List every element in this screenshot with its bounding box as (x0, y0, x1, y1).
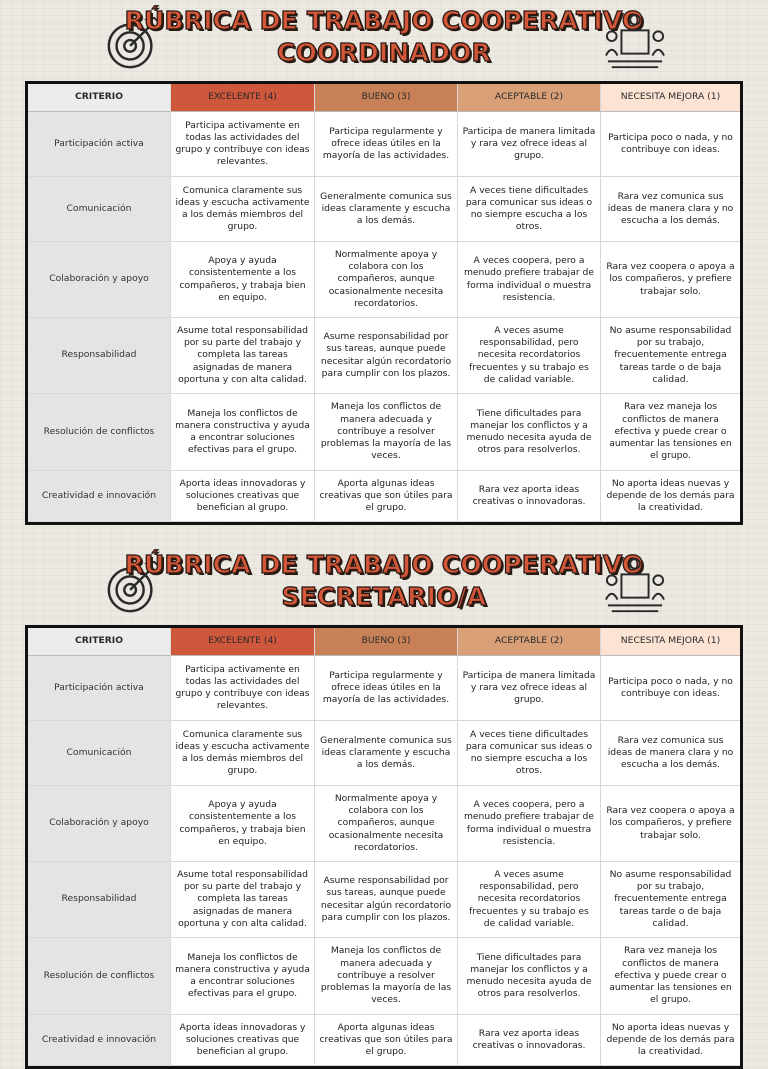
table-row (28, 656, 740, 721)
aceptable-cell: A veces asume responsabilidad, pero necesita recordatorios frecuentes y su trabajo es de calidad variable. (458, 862, 601, 938)
header-necesita-mejora: NECESITA MEJORA (1) (601, 84, 740, 112)
aceptable-cell: A veces asume responsabilidad, pero necesita recordatorios frecuentes y su trabajo es de calidad variable. (458, 318, 601, 394)
criterion-cell: Participación activa (28, 656, 171, 721)
bueno-cell: Normalmente apoya y colabora con los compañeros, aunque ocasionalmente necesita recordatorios. (315, 786, 458, 862)
necesita-mejora-cell: No aporta ideas nuevas y depende de los demás para la creatividad. (601, 1015, 740, 1066)
header-bueno: BUENO (3) (315, 628, 458, 656)
necesita-mejora-cell: Rara vez comunica sus ideas de manera clara y no escucha a los demás. (601, 177, 740, 242)
necesita-mejora-cell: No asume responsabilidad por su trabajo, frecuentemente entrega tareas tarde o de baja calidad. (601, 862, 740, 938)
rubric-table (25, 625, 743, 1069)
title-line-1: RÚBRICA DE TRABAJO COOPERATIVO (124, 6, 644, 35)
criterion-cell: Resolución de conflictos (28, 938, 171, 1015)
table-header-row (28, 628, 740, 656)
excelente-cell: Apoya y ayuda consistentemente a los compañeros, y trabaja bien en equipo. (171, 242, 315, 318)
bueno-cell: Asume responsabilidad por sus tareas, aunque puede necesitar algún recordatorio para cumplir con los plazos. (315, 318, 458, 394)
excelente-cell: Comunica claramente sus ideas y escucha activamente a los demás miembros del grupo. (171, 721, 315, 786)
team-meeting-icon (604, 12, 666, 72)
aceptable-cell: A veces tiene dificultades para comunicar sus ideas o no siempre escucha a los otros. (458, 177, 601, 242)
criterion-cell: Comunicación (28, 177, 171, 242)
table-row (28, 1015, 740, 1066)
excelente-cell: Apoya y ayuda consistentemente a los compañeros, y trabaja bien en equipo. (171, 786, 315, 862)
bueno-cell: Generalmente comunica sus ideas claramente y escucha a los demás. (315, 721, 458, 786)
title-line-2: SECRETARIO/A (281, 582, 487, 611)
necesita-mejora-cell: Rara vez coopera o apoya a los compañeros, y prefiere trabajar solo. (601, 242, 740, 318)
bueno-cell: Aporta algunas ideas creativas que son útiles para el grupo. (315, 471, 458, 522)
bueno-cell: Aporta algunas ideas creativas que son útiles para el grupo. (315, 1015, 458, 1066)
criterion-cell: Colaboración y apoyo (28, 242, 171, 318)
excelente-cell: Aporta ideas innovadoras y soluciones creativas que benefician al grupo. (171, 471, 315, 522)
criterion-cell: Creatividad e innovación (28, 471, 171, 522)
necesita-mejora-cell: Participa poco o nada, y no contribuye con ideas. (601, 656, 740, 721)
aceptable-cell: A veces coopera, pero a menudo prefiere trabajar de forma individual o muestra resistencia. (458, 786, 601, 862)
necesita-mejora-cell: Rara vez coopera o apoya a los compañeros, y prefiere trabajar solo. (601, 786, 740, 862)
bueno-cell: Participa regularmente y ofrece ideas útiles en la mayoría de las actividades. (315, 656, 458, 721)
aceptable-cell: Tiene dificultades para manejar los conflictos y a menudo necesita ayuda de otros para resolverlos. (458, 394, 601, 471)
necesita-mejora-cell: Rara vez maneja los conflictos de manera efectiva y puede crear o aumentar las tensiones en el grupo. (601, 394, 740, 471)
header-aceptable: ACEPTABLE (2) (458, 628, 601, 656)
table-row (28, 862, 740, 938)
excelente-cell: Comunica claramente sus ideas y escucha activamente a los demás miembros del grupo. (171, 177, 315, 242)
necesita-mejora-cell: No asume responsabilidad por su trabajo, frecuentemente entrega tareas tarde o de baja calidad. (601, 318, 740, 394)
criterion-cell: Creatividad e innovación (28, 1015, 171, 1066)
criterion-cell: Responsabilidad (28, 862, 171, 938)
table-row (28, 394, 740, 471)
bueno-cell: Generalmente comunica sus ideas claramente y escucha a los demás. (315, 177, 458, 242)
table-row (28, 318, 740, 394)
aceptable-cell: Tiene dificultades para manejar los conflictos y a menudo necesita ayuda de otros para resolverlos. (458, 938, 601, 1015)
excelente-cell: Participa activamente en todas las actividades del grupo y contribuye con ideas relevantes. (171, 112, 315, 177)
necesita-mejora-cell: Rara vez comunica sus ideas de manera clara y no escucha a los demás. (601, 721, 740, 786)
bueno-cell: Normalmente apoya y colabora con los compañeros, aunque ocasionalmente necesita recordatorios. (315, 242, 458, 318)
table-header-row (28, 84, 740, 112)
table-row (28, 242, 740, 318)
header-necesita-mejora: NECESITA MEJORA (1) (601, 628, 740, 656)
table-row (28, 177, 740, 242)
bueno-cell: Asume responsabilidad por sus tareas, aunque puede necesitar algún recordatorio para cumplir con los plazos. (315, 862, 458, 938)
excelente-cell: Maneja los conflictos de manera constructiva y ayuda a encontrar soluciones efectivas para el grupo. (171, 938, 315, 1015)
aceptable-cell: Participa de manera limitada y rara vez ofrece ideas al grupo. (458, 112, 601, 177)
aceptable-cell: A veces tiene dificultades para comunicar sus ideas o no siempre escucha a los otros. (458, 721, 601, 786)
necesita-mejora-cell: Participa poco o nada, y no contribuye con ideas. (601, 112, 740, 177)
criterion-cell: Resolución de conflictos (28, 394, 171, 471)
rubric-section-secretario (0, 544, 768, 1058)
title-line-1: RÚBRICA DE TRABAJO COOPERATIVO (124, 550, 644, 579)
excelente-cell: Maneja los conflictos de manera constructiva y ayuda a encontrar soluciones efectivas para el grupo. (171, 394, 315, 471)
title-line-2: COORDINADOR (277, 38, 491, 67)
criterion-cell: Colaboración y apoyo (28, 786, 171, 862)
bueno-cell: Maneja los conflictos de manera adecuada y contribuye a resolver problemas la mayoría de las veces. (315, 394, 458, 471)
excelente-cell: Asume total responsabilidad por su parte del trabajo y completa las tareas asignadas de manera oportuna y con alta calidad. (171, 318, 315, 394)
header-aceptable: ACEPTABLE (2) (458, 84, 601, 112)
bueno-cell: Participa regularmente y ofrece ideas útiles en la mayoría de las actividades. (315, 112, 458, 177)
header-excelente: EXCELENTE (4) (171, 628, 315, 656)
table-row (28, 471, 740, 522)
aceptable-cell: Rara vez aporta ideas creativas o innovadoras. (458, 1015, 601, 1066)
bueno-cell: Maneja los conflictos de manera adecuada y contribuye a resolver problemas la mayoría de las veces. (315, 938, 458, 1015)
criterion-cell: Responsabilidad (28, 318, 171, 394)
header-excelente: EXCELENTE (4) (171, 84, 315, 112)
section-header (0, 0, 768, 80)
criterion-cell: Participación activa (28, 112, 171, 177)
aceptable-cell: A veces coopera, pero a menudo prefiere trabajar de forma individual o muestra resistencia. (458, 242, 601, 318)
rubric-section-coordinador (0, 0, 768, 514)
team-meeting-icon (604, 556, 666, 616)
aceptable-cell: Participa de manera limitada y rara vez ofrece ideas al grupo. (458, 656, 601, 721)
table-row (28, 721, 740, 786)
rubric-table (25, 81, 743, 525)
header-criterio: CRITERIO (28, 84, 171, 112)
necesita-mejora-cell: Rara vez maneja los conflictos de manera efectiva y puede crear o aumentar las tensiones en el grupo. (601, 938, 740, 1015)
table-row (28, 938, 740, 1015)
criterion-cell: Comunicación (28, 721, 171, 786)
necesita-mejora-cell: No aporta ideas nuevas y depende de los demás para la creatividad. (601, 471, 740, 522)
excelente-cell: Aporta ideas innovadoras y soluciones creativas que benefician al grupo. (171, 1015, 315, 1066)
aceptable-cell: Rara vez aporta ideas creativas o innovadoras. (458, 471, 601, 522)
table-row (28, 112, 740, 177)
excelente-cell: Asume total responsabilidad por su parte del trabajo y completa las tareas asignadas de manera oportuna y con alta calidad. (171, 862, 315, 938)
section-header (0, 544, 768, 624)
table-row (28, 786, 740, 862)
excelente-cell: Participa activamente en todas las actividades del grupo y contribuye con ideas relevantes. (171, 656, 315, 721)
header-criterio: CRITERIO (28, 628, 171, 656)
header-bueno: BUENO (3) (315, 84, 458, 112)
